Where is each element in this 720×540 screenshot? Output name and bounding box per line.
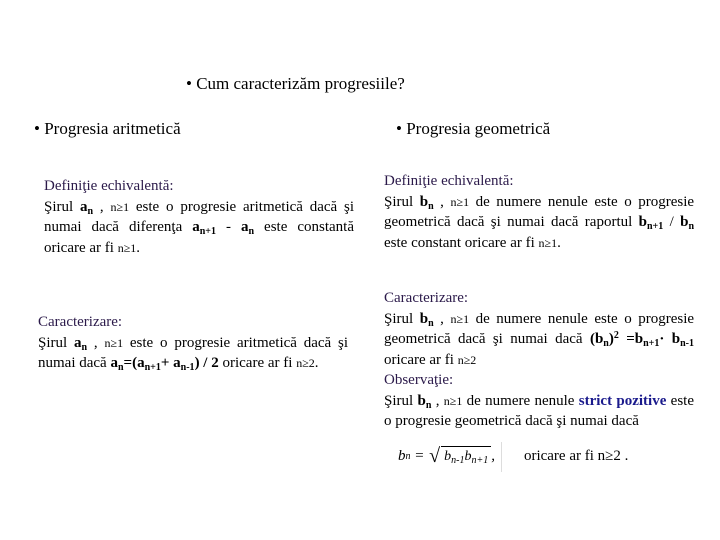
arithmetic-characterization <box>38 312 348 374</box>
arithmetic-heading: • Progresia aritmetică <box>34 119 181 138</box>
term-an-2: $a_n$ <box>241 219 255 237</box>
sqrt-formula-row <box>384 442 694 472</box>
observation-heading: Observaţie: <box>384 372 454 388</box>
arithmetic-mean-formula: $a_n=(a_{n+1}+ a_{n-1}) / 2$ <box>110 355 219 373</box>
geometric-heading: • Progresia geometrică <box>396 119 551 138</box>
word-sirul: Şirul <box>44 198 74 215</box>
page-title: • Cum caracterizăm progresiile? <box>186 74 405 93</box>
geometric-definition-text: Şirul $b_n$ , n≥1 de numere nenule este o progresie geometrică dacă şi numai dacă raportul $b_{n+1} / b_n$ este constant oricare ar fi n≥1. <box>384 193 695 251</box>
condition-n-ge-1: n≥1 <box>110 199 130 214</box>
arithmetic-characterization-heading: Caracterizare: <box>38 314 123 330</box>
arithmetic-definition <box>44 176 354 258</box>
geometric-characterization-text: Şirul $b_n$ , n≥1 de numere nenule este o progresie geometrică dacă şi numai dacă $(b_n)^2 =b_{n+1}\cdot b_{n-1}$ oricare ar fi n≥2 <box>384 310 695 368</box>
geometric-characterization <box>384 288 694 472</box>
term-an1: $a_{n+1}$ <box>192 219 217 237</box>
arithmetic-definition-heading: Definiţie echivalentă: <box>44 178 174 194</box>
strictly-positive-term: strict pozitive <box>578 392 667 409</box>
sqrt-formula: b n = √ $b_{n-1}b_{n+1}$ , <box>392 442 502 472</box>
sqrt-formula-condition: oricare ar fi n≥2 . <box>523 448 629 465</box>
observation-text: Şirul $b_n$ , n≥1 de numere nenule strict pozitive este o progresie geometrică dacă şi numai dacă <box>384 392 694 429</box>
geometric-definition <box>384 171 694 253</box>
term-bn: $b_n$ <box>419 193 434 212</box>
sqrt-icon: √ <box>429 445 441 468</box>
arithmetic-characterization-text: Şirul $a_n$ , n≥1 este o progresie aritmetică dacă şi numai dacă $a_n=(a_{n+1}+ a_{n-1}) / 2$ oricare ar fi n≥2. <box>38 334 349 373</box>
geometric-definition-heading: Definiţie echivalentă: <box>384 173 514 189</box>
geometric-characterization-heading: Caracterizare: <box>384 290 469 306</box>
term-bn1: $b_{n+1}$ <box>638 214 664 232</box>
geometric-mean-formula: $(b_n)^2 =b_{n+1}\cdot b_{n-1}$ <box>589 330 694 349</box>
term-an: $a_n$ <box>80 198 94 217</box>
arithmetic-definition-text: Şirul $a_n$ , n≥1 este o progresie aritmetică dacă şi numai dacă diferenţa $a_{n+1} - a_n$ este constantă oricare ar fi n≥1. <box>44 198 355 256</box>
